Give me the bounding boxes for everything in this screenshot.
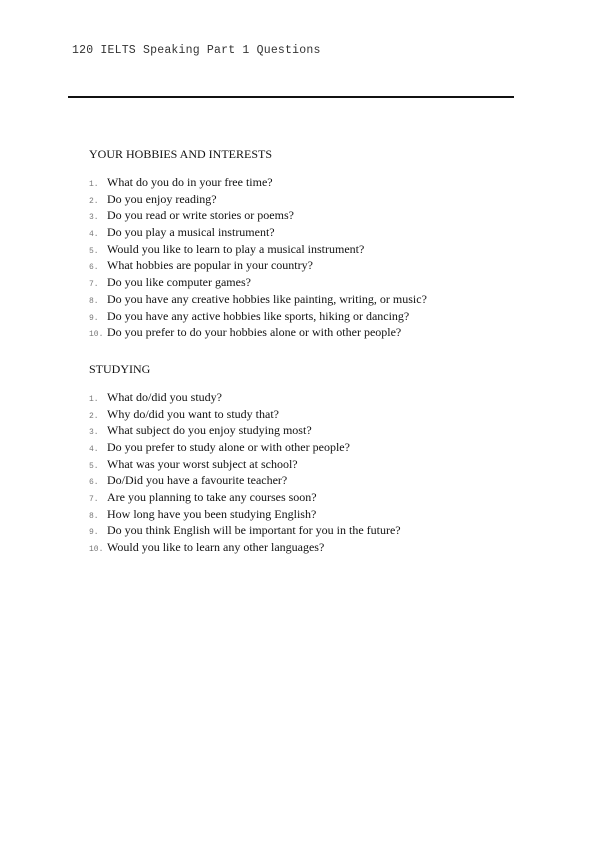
- question-number: 3.: [89, 428, 99, 438]
- question-text: Do you prefer to do your hobbies alone or with other people?: [107, 325, 402, 340]
- question-text: Do you think English will be important for you in the future?: [107, 523, 401, 538]
- question-text: Do you enjoy reading?: [107, 191, 217, 206]
- question-number: 4.: [89, 444, 99, 454]
- list-item: [89, 406, 529, 423]
- question-number: 10.: [89, 545, 104, 555]
- question-number: 9.: [89, 528, 99, 538]
- section-title: YOUR HOBBIES AND INTERESTS: [89, 147, 273, 161]
- question-number: 6.: [89, 478, 99, 488]
- question-text: Why do/did you want to study that?: [107, 406, 279, 421]
- question-number: 10.: [89, 330, 104, 340]
- question-number: 2.: [89, 196, 99, 206]
- list-item: [89, 422, 529, 439]
- question-text: What was your worst subject at school?: [107, 456, 298, 471]
- question-number: 5.: [89, 461, 99, 471]
- list-item: [89, 308, 529, 325]
- question-list: [89, 174, 529, 341]
- question-number: 1.: [89, 180, 99, 189]
- question-number: 8.: [89, 296, 99, 306]
- list-item: [89, 174, 529, 191]
- question-text: Do you prefer to study alone or with other people?: [107, 439, 350, 454]
- list-item: [89, 224, 529, 241]
- question-text: Do you have any creative hobbies like painting, writing, or music?: [107, 291, 427, 306]
- question-text: Do you have any active hobbies like sports, hiking or dancing?: [107, 308, 410, 323]
- question-text: Do you like computer games?: [107, 275, 251, 290]
- question-text: Are you planning to take any courses soon?: [107, 490, 317, 504]
- question-number: 7.: [89, 495, 99, 504]
- question-text: What do/did you study?: [107, 389, 222, 404]
- section-title: STUDYING: [89, 361, 151, 376]
- question-text: Would you like to learn any other languages?: [107, 540, 325, 555]
- question-number: 4.: [89, 230, 99, 240]
- question-list: [89, 389, 529, 556]
- list-item: [89, 291, 529, 308]
- question-number: 9.: [89, 313, 99, 323]
- question-text: Do you play a musical instrument?: [107, 225, 275, 240]
- list-item: [89, 539, 529, 556]
- list-item: [89, 191, 529, 208]
- list-item: [89, 241, 529, 258]
- question-text: What subject do you enjoy studying most?: [107, 423, 312, 438]
- list-item: [89, 472, 529, 489]
- list-item: [89, 439, 529, 456]
- question-number: 8.: [89, 511, 99, 521]
- list-item: [89, 257, 529, 274]
- question-number: 7.: [89, 280, 99, 290]
- question-text: Would you like to learn to play a musical instrument?: [107, 241, 365, 256]
- question-number: 3.: [89, 213, 99, 223]
- section-studying: [89, 361, 529, 556]
- question-number: 2.: [89, 411, 99, 421]
- list-item: [89, 207, 529, 224]
- page-header-title: 120 IELTS Speaking Part 1 Questions: [72, 44, 321, 57]
- list-item: [89, 274, 529, 291]
- question-text: Do you read or write stories or poems?: [107, 208, 294, 223]
- question-text: What hobbies are popular in your country?: [107, 258, 313, 273]
- list-item: [89, 456, 529, 473]
- list-item: [89, 506, 529, 523]
- question-text: Do/Did you have a favourite teacher?: [107, 473, 288, 488]
- list-item: [89, 389, 529, 406]
- question-text: How long have you been studying English?: [107, 506, 317, 521]
- list-item: [89, 489, 529, 506]
- list-item: [89, 324, 529, 341]
- document-body: [89, 146, 529, 556]
- question-number: 6.: [89, 263, 99, 273]
- header-divider: [68, 96, 514, 98]
- question-number: 5.: [89, 246, 99, 256]
- section-hobbies-interests: [89, 146, 529, 341]
- question-number: 1.: [89, 394, 99, 404]
- question-text: What do you do in your free time?: [107, 175, 273, 189]
- list-item: [89, 522, 529, 539]
